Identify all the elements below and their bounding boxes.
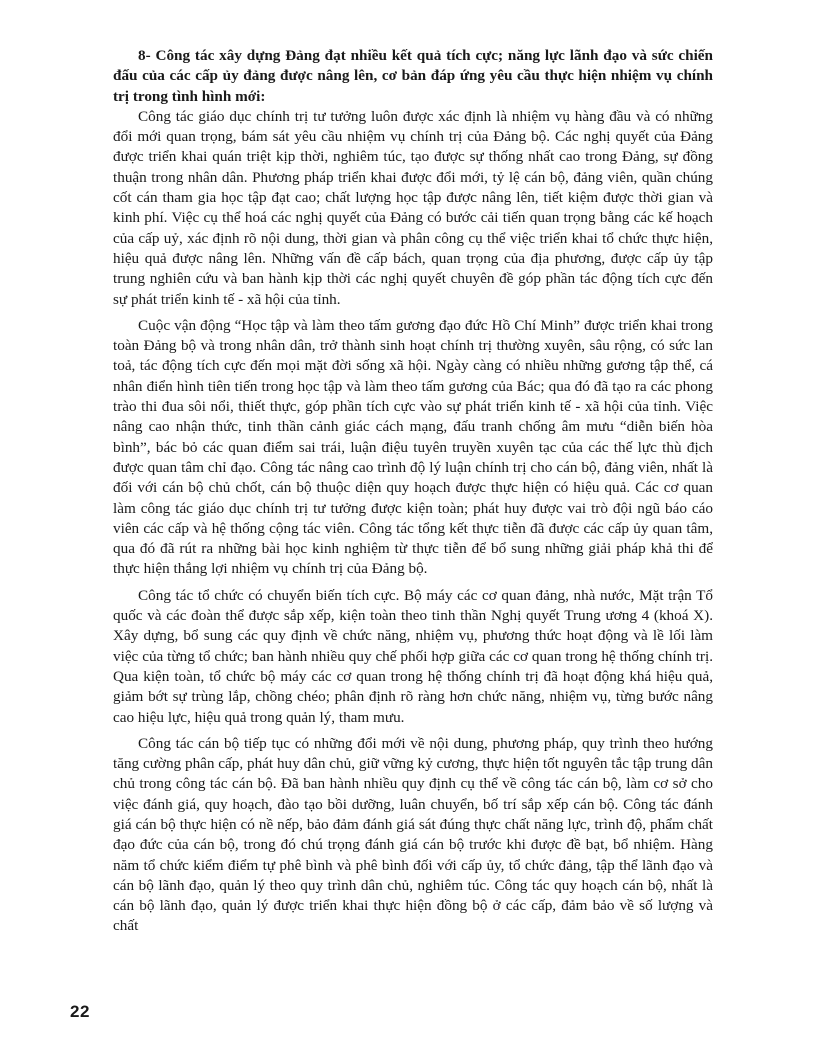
paragraph-ho-chi-minh-campaign: Cuộc vận động “Học tập và làm theo tấm gương đạo đức Hồ Chí Minh” được triển khai trong toàn Đảng bộ và trong nhân dân, trở thành sinh hoạt chính trị thường xuyên, sâu rộng, có sức lan toả, tác động tích cực đến mọi mặt đời sống xã hội. Ngày càng có nhiều những gương tập thể, cá nhân điển hình tiên tiến trong học tập và làm theo tấm gương của Bác; qua đó đã tạo ra các phong trào thi đua sôi nổi, thiết thực, góp phần tích cực vào sự phát triển kinh tế - xã hội của tỉnh. Việc nâng cao nhận thức, tinh thần cảnh giác cách mạng, đấu tranh chống âm mưu “diễn biến hòa bình”, bác bỏ các quan điểm sai trái, luận điệu tuyên truyền xuyên tạc của các thế lực thù địch được quan tâm chỉ đạo. Công tác nâng cao trình độ lý luận chính trị cho cán bộ, đảng viên, nhất là đối với cán bộ chủ chốt, cán bộ thuộc diện quy hoạch được thực hiện có hiệu quả. Các cơ quan làm công tác giáo dục chính trị tư tưởng được kiện toàn; phát huy được vai trò đội ngũ báo cáo viên các cấp và hệ thống cộng tác viên. Công tác tổng kết thực tiễn đã được các cấp ủy quan tâm, qua đó đã rút ra những bài học kinh nghiệm từ thực tiễn để bổ sung những giải pháp khả thi để thực hiện thắng lợi nhiệm vụ chính trị của Đảng bộ. — [113, 316, 713, 578]
paragraph-political-education: Công tác giáo dục chính trị tư tưởng luôn được xác định là nhiệm vụ hàng đầu và có những đổi mới quan trọng, bám sát yêu cầu nhiệm vụ chính trị của Đảng bộ. Các nghị quyết của Đảng được triển khai quán triệt kịp thời, nghiêm túc, tạo được sự thống nhất cao trong Đảng, sự đồng thuận trong nhân dân. Phương pháp triển khai được đổi mới, tỷ lệ cán bộ, đảng viên, quần chúng cốt cán tham gia học tập đạt cao; chất lượng học tập được nâng lên, tiết kiệm được thời gian và kinh phí. Việc cụ thể hoá các nghị quyết của Đảng có bước cải tiến quan trọng bằng các kế hoạch của cấp uỷ, xác định rõ nội dung, thời gian và phân công cụ thể việc triển khai tổ chức thực hiện, hiệu quả được nâng lên. Những vấn đề cấp bách, quan trọng của địa phương, được cấp ủy tập trung nghiên cứu và ban hành kịp thời các nghị quyết chuyên đề góp phần tác động tích cực đến sự phát triển kinh tế - xã hội của tỉnh. — [113, 107, 713, 308]
paragraph-organization-work: Công tác tổ chức có chuyển biến tích cực. Bộ máy các cơ quan đảng, nhà nước, Mặt trận Tổ quốc và các đoàn thể được sắp xếp, kiện toàn theo tinh thần Nghị quyết Trung ương 4 (khoá X). Xây dựng, bổ sung các quy định về chức năng, nhiệm vụ, phương thức hoạt động và lề lối làm việc của từng tổ chức; ban hành nhiều quy chế phối hợp giữa các cơ quan trong hệ thống chính trị. Qua kiện toàn, tổ chức bộ máy các cơ quan trong hệ thống chính trị đã hoạt động khá hiệu quả, giảm bớt sự trùng lắp, chồng chéo; phân định rõ ràng hơn chức năng, nhiệm vụ, từng bước nâng cao hiệu lực, hiệu quả trong quản lý, tham mưu. — [113, 586, 713, 726]
paragraph-cadre-work: Công tác cán bộ tiếp tục có những đổi mới về nội dung, phương pháp, quy trình theo hướng tăng cường phân cấp, phát huy dân chủ, giữ vững kỷ cương, thực hiện tốt nguyên tắc tập trung dân chủ trong công tác cán bộ. Đã ban hành nhiều quy định cụ thể về công tác cán bộ, làm cơ sở cho việc đánh giá, quy hoạch, đào tạo bồi dưỡng, luân chuyển, bố trí sắp xếp cán bộ. Công tác đánh giá cán bộ thực hiện có nề nếp, bảo đảm đánh giá sát đúng thực chất năng lực, trình độ, phẩm chất đạo đức của cán bộ, trong đó chú trọng đánh giá cán bộ trước khi được đề bạt, bổ nhiệm. Hàng năm tổ chức kiểm điểm tự phê bình và phê bình đối với cấp ủy, tổ chức đảng, tập thể lãnh đạo và cán bộ lãnh đạo, quản lý theo quy trình dân chủ, nghiêm túc. Công tác quy hoạch cán bộ, nhất là cán bộ lãnh đạo, quản lý được triển khai thực hiện đồng bộ ở các cấp, đảm bảo về số lượng và chất — [113, 734, 713, 935]
page-body — [113, 46, 713, 937]
page-number: 22 — [70, 1002, 90, 1021]
section-heading: 8- Công tác xây dựng Đảng đạt nhiều kết quả tích cực; năng lực lãnh đạo và sức chiến đấu của các cấp ủy đảng được nâng lên, cơ bản đáp ứng yêu cầu thực hiện nhiệm vụ chính trị trong tình hình mới: — [113, 47, 713, 105]
